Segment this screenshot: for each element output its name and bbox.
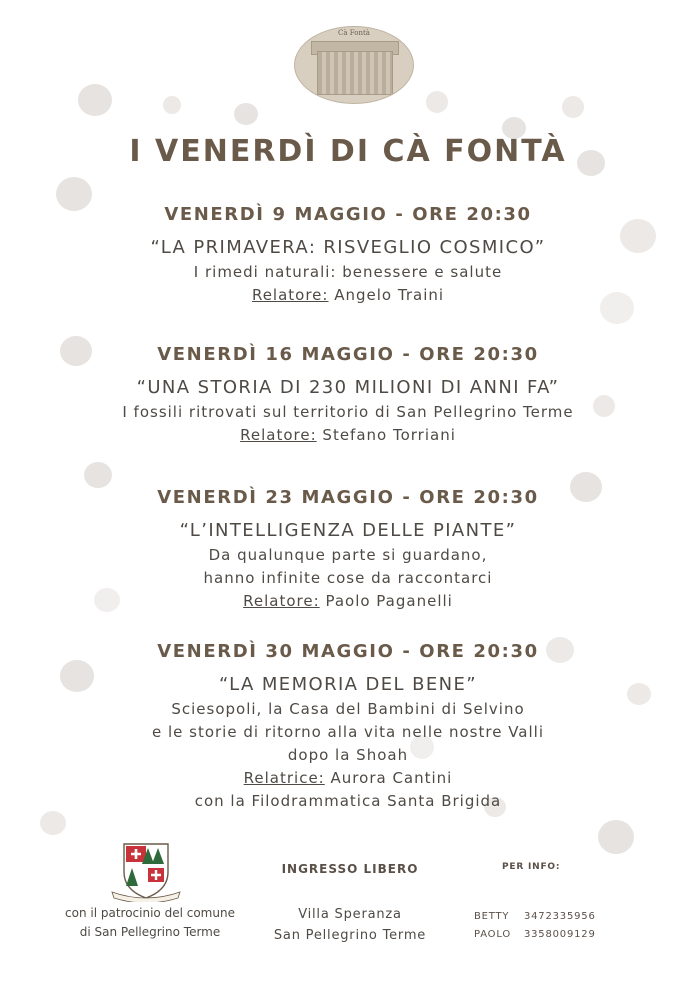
- patronage-note: [40, 904, 260, 942]
- speaker-name: Paolo Paganelli: [325, 592, 453, 610]
- decor-dot: [163, 96, 181, 114]
- patronage-line: con il patrocinio del comune: [65, 906, 235, 920]
- event-date: VENERDÌ 16 MAGGIO - ORE 20:30: [157, 344, 539, 365]
- poster-title: I VENERDÌ DI CÀ FONTÀ: [129, 134, 567, 169]
- speaker-name: Angelo Traini: [334, 286, 445, 304]
- event-speaker: [0, 590, 696, 613]
- event-extra: con la Filodrammatica Santa Brigida: [194, 792, 502, 810]
- speaker-role: Relatore:: [251, 286, 329, 304]
- event-1: [0, 203, 696, 307]
- event-description: I fossili ritrovati sul territorio di San Pellegrino Terme: [122, 403, 574, 421]
- contacts: [474, 908, 596, 944]
- event-date: VENERDÌ 9 MAGGIO - ORE 20:30: [164, 204, 532, 225]
- logo-house-drawing: [317, 51, 393, 95]
- ca-fonta-logo: [294, 26, 414, 104]
- contact-name: PAOLO: [474, 929, 512, 940]
- contact-phone: 3358009129: [523, 929, 596, 940]
- event-3: [0, 486, 696, 613]
- speaker-role: Relatore:: [240, 426, 317, 444]
- decor-dot: [562, 96, 584, 118]
- event-description: e le storie di ritorno alla vita nelle nostre Valli: [151, 723, 544, 741]
- contact-phone: 3472335956: [523, 911, 596, 922]
- event-date: VENERDÌ 23 MAGGIO - ORE 20:30: [157, 487, 539, 508]
- logo-sign-text: Cà Fontà: [338, 29, 370, 37]
- event-speaker: [0, 284, 696, 307]
- event-headline: “L’INTELLIGENZA DELLE PIANTE”: [179, 520, 517, 541]
- event-headline: “LA PRIMAVERA: RISVEGLIO COSMICO”: [150, 237, 546, 258]
- venue-name: Villa Speranza: [298, 907, 402, 922]
- speaker-name: Aurora Cantini: [330, 769, 453, 787]
- contact-row: [474, 926, 596, 944]
- event-2: [0, 343, 696, 447]
- event-date: VENERDÌ 30 MAGGIO - ORE 20:30: [157, 641, 539, 662]
- footer: [0, 838, 696, 988]
- event-description: I rimedi naturali: benessere e salute: [193, 263, 503, 281]
- decor-dot: [234, 103, 258, 125]
- contact-row: [474, 908, 596, 926]
- event-headline: “UNA STORIA DI 230 MILIONI DI ANNI FA”: [136, 377, 560, 398]
- venue: [250, 904, 450, 946]
- info-label: PER INFO:: [502, 862, 561, 872]
- decor-dot: [84, 462, 112, 488]
- decor-dot: [40, 811, 66, 835]
- event-headline: “LA MEMORIA DEL BENE”: [219, 674, 477, 695]
- speaker-role: Relatore:: [243, 592, 320, 610]
- coat-of-arms-icon: [110, 842, 182, 902]
- decor-dot: [78, 84, 112, 116]
- speaker-name: Stefano Torriani: [322, 426, 456, 444]
- contact-name: BETTY: [474, 911, 510, 922]
- event-4: [0, 640, 696, 813]
- free-entry-label: INGRESSO LIBERO: [281, 862, 419, 876]
- patronage-line: di San Pellegrino Terme: [79, 925, 221, 939]
- event-description: hanno infinite cose da raccontarci: [203, 569, 493, 587]
- event-speaker: [0, 424, 696, 447]
- event-description: dopo la Shoah: [287, 746, 409, 764]
- venue-town: San Pellegrino Terme: [273, 928, 427, 943]
- speaker-role: Relatrice:: [243, 769, 325, 787]
- event-speaker: [0, 767, 696, 790]
- decor-dot: [426, 91, 448, 113]
- event-description: Da qualunque parte si guardano,: [208, 546, 488, 564]
- event-description: Sciesopoli, la Casa del Bambini di Selvino: [171, 700, 525, 718]
